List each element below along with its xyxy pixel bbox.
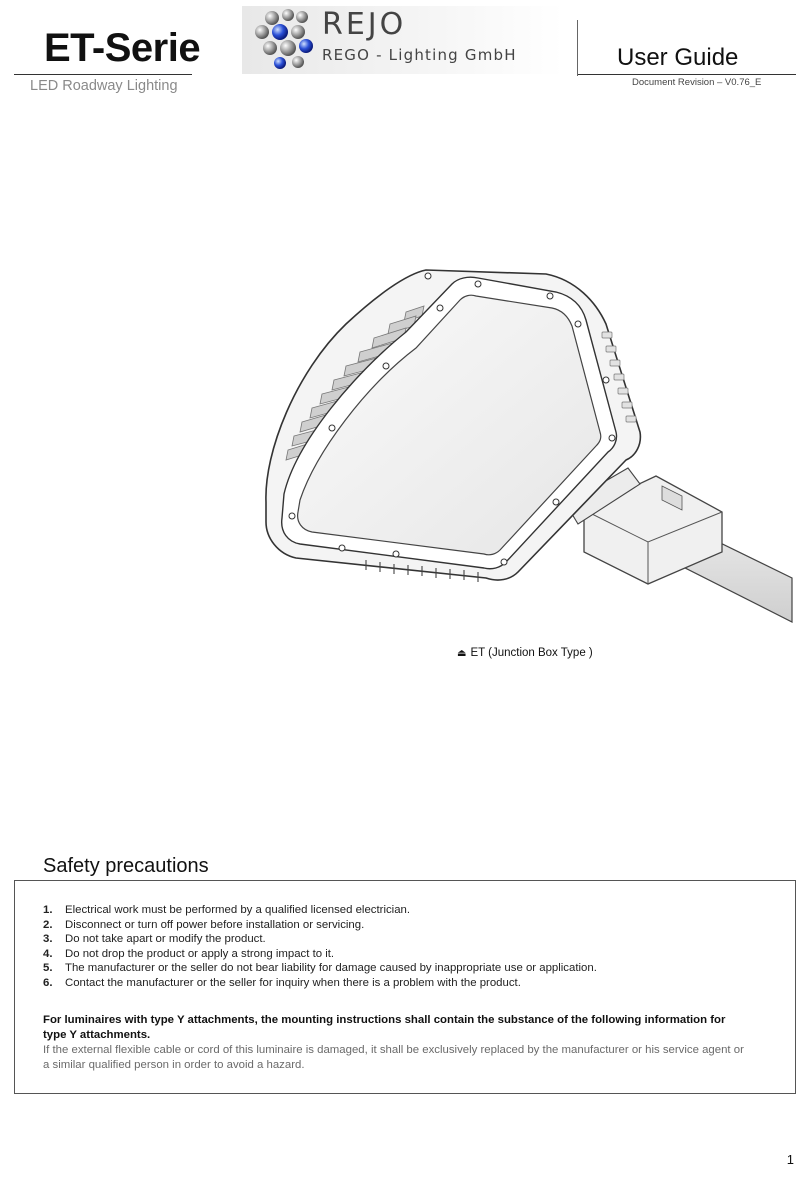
header-divider [577, 20, 578, 76]
eject-icon: ⏏ [457, 648, 467, 659]
page-number: 1 [786, 1152, 794, 1167]
logo-wordmark: REJO [322, 7, 407, 42]
series-title: ET-Serie [44, 26, 201, 70]
doc-revision: Document Revision – V0.76_E [632, 77, 762, 88]
luminaire-illustration [256, 262, 796, 642]
list-item: 3. Do not take apart or modify the product. [43, 933, 266, 946]
header-rule-left [14, 74, 192, 75]
list-item: 6. Contact the manufacturer or the seller for inquiry when there is a problem with the product. [43, 976, 521, 989]
precautions-list [43, 903, 597, 991]
list-item: 4. Do not drop the product or apply a strong impact to it. [43, 947, 335, 960]
type-y-note-heading: For luminaires with type Y attachments, the mounting instructions shall contain the substance of the following information for type Y attachments. [43, 1014, 726, 1041]
caption-text: ET (Junction Box Type ) [470, 647, 593, 659]
doc-title: User Guide [617, 44, 739, 71]
list-item: 2. Disconnect or turn off power before installation or servicing. [43, 918, 365, 931]
safety-box [14, 880, 796, 1094]
figure-caption [457, 647, 593, 659]
safety-heading: Safety precautions [43, 855, 209, 877]
list-item: 5. The manufacturer or the seller do not bear liability for damage caused by inappropriate use or application. [43, 962, 597, 975]
list-item: 1. Electrical work must be performed by a qualified licensed electrician. [43, 904, 411, 916]
series-subtitle: LED Roadway Lighting [30, 78, 178, 94]
logo-company-name: REGO - Lighting GmbH [322, 46, 517, 64]
type-y-note-body: If the external flexible cable or cord of this luminaire is damaged, it shall be exclusively replaced by the manufacturer or his service agent or a similar qualified person in order to avoid a hazard. [43, 1044, 744, 1071]
header-rule-right [578, 74, 796, 75]
